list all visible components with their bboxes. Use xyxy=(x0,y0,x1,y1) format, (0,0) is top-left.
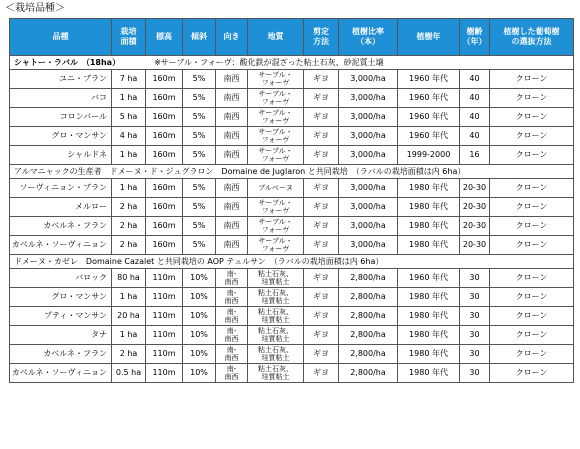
cell-variety: バコ xyxy=(10,89,112,108)
cell-variety: カベルネ・ソーヴィニョン xyxy=(10,236,112,255)
header-selection: 植樹した葡萄樹 の選抜方法 xyxy=(490,19,574,56)
cell-pruning: ギヨ xyxy=(304,307,339,326)
cell-slope: 5% xyxy=(183,89,216,108)
table-row xyxy=(10,70,574,89)
section-row xyxy=(10,165,574,179)
cell-selection: クローン xyxy=(490,198,574,217)
cell-year: 1980 年代 xyxy=(398,217,460,236)
cell-area: 2 ha xyxy=(112,236,146,255)
cell-year: 1960 年代 xyxy=(398,108,460,127)
cell-year: 1980 年代 xyxy=(398,326,460,345)
cell-selection: クローン xyxy=(490,217,574,236)
cell-soil: サーブル・ フォーヴ xyxy=(248,127,304,146)
cell-variety: カベルネ・フラン xyxy=(10,345,112,364)
cell-slope: 10% xyxy=(183,269,216,288)
cell-altitude: 160m xyxy=(146,217,183,236)
cell-pruning: ギヨ xyxy=(304,89,339,108)
cell-variety: コロンバール xyxy=(10,108,112,127)
cell-soil: 粘土石灰、 珪質粘土 xyxy=(248,288,304,307)
cell-variety: カベルネ・ソーヴィニョン xyxy=(10,364,112,383)
cell-slope: 5% xyxy=(183,179,216,198)
cell-soil: サーブル・ フォーヴ xyxy=(248,89,304,108)
cell-area: 1 ha xyxy=(112,326,146,345)
cell-area: 1 ha xyxy=(112,89,146,108)
cell-selection: クローン xyxy=(490,364,574,383)
cell-pruning: ギヨ xyxy=(304,236,339,255)
cell-age: 20-30 xyxy=(460,198,490,217)
cell-altitude: 110m xyxy=(146,269,183,288)
cell-variety: ソーヴィニョン・ブラン xyxy=(10,179,112,198)
cell-density: 2,800/ha xyxy=(339,326,398,345)
cell-density: 2,800/ha xyxy=(339,288,398,307)
cell-soil: サーブル・ フォーヴ xyxy=(248,198,304,217)
section-title: シャトー・ラバル （18ha） xyxy=(14,57,121,67)
section-title-cell xyxy=(10,56,574,70)
header-direction: 向き xyxy=(216,19,248,56)
cell-density: 3,000/ha xyxy=(339,236,398,255)
cell-direction: 南西 xyxy=(216,146,248,165)
cell-density: 2,800/ha xyxy=(339,345,398,364)
cell-variety: メルロー xyxy=(10,198,112,217)
cell-altitude: 110m xyxy=(146,288,183,307)
cell-area: 1 ha xyxy=(112,146,146,165)
cell-direction: 南西 xyxy=(216,198,248,217)
cell-soil: 粘土石灰、 珪質粘土 xyxy=(248,269,304,288)
cell-altitude: 160m xyxy=(146,89,183,108)
cell-year: 1960 年代 xyxy=(398,70,460,89)
cell-year: 1980 年代 xyxy=(398,179,460,198)
header-age: 樹齢 （年） xyxy=(460,19,490,56)
cell-slope: 10% xyxy=(183,364,216,383)
cell-area: 1 ha xyxy=(112,179,146,198)
cell-slope: 10% xyxy=(183,345,216,364)
cell-pruning: ギヨ xyxy=(304,288,339,307)
cell-area: 20 ha xyxy=(112,307,146,326)
cell-pruning: ギヨ xyxy=(304,217,339,236)
cell-altitude: 160m xyxy=(146,127,183,146)
cell-slope: 5% xyxy=(183,217,216,236)
cell-year: 1960 年代 xyxy=(398,269,460,288)
cell-density: 3,000/ha xyxy=(339,179,398,198)
cell-direction: 南- 南西 xyxy=(216,326,248,345)
cell-year: 1960 年代 xyxy=(398,89,460,108)
cell-density: 3,000/ha xyxy=(339,127,398,146)
table-row xyxy=(10,108,574,127)
table-row xyxy=(10,198,574,217)
section-title: アルマニャックの生産者 ドメーヌ・ド・ジュグラロン Domaine de Juglaron と共同栽培 （ラバルの栽培面積は内 6ha） xyxy=(14,166,466,176)
cell-year: 1980 年代 xyxy=(398,288,460,307)
cell-year: 1980 年代 xyxy=(398,307,460,326)
cell-direction: 南西 xyxy=(216,89,248,108)
cell-area: 1 ha xyxy=(112,288,146,307)
section-title: ドメーヌ・カゼレ Domaine Cazalet と共同栽培の AOP テュルサン （ラバルの栽培面積は内 6ha） xyxy=(14,256,384,266)
table-row xyxy=(10,179,574,198)
cell-selection: クローン xyxy=(490,345,574,364)
cell-density: 2,800/ha xyxy=(339,269,398,288)
cell-age: 20-30 xyxy=(460,236,490,255)
section-note xyxy=(383,257,417,266)
cell-pruning: ギヨ xyxy=(304,326,339,345)
cell-age: 40 xyxy=(460,108,490,127)
cell-altitude: 160m xyxy=(146,108,183,127)
table-caption: ＜栽培品種＞ xyxy=(5,3,65,14)
cell-density: 2,800/ha xyxy=(339,364,398,383)
cell-variety: グロ・マンサン xyxy=(10,127,112,146)
cell-soil: サーブル・ フォーヴ xyxy=(248,108,304,127)
table-row xyxy=(10,345,574,364)
cell-variety: プティ・マンサン xyxy=(10,307,112,326)
cell-altitude: 160m xyxy=(146,198,183,217)
cell-area: 80 ha xyxy=(112,269,146,288)
table-row xyxy=(10,217,574,236)
table-row xyxy=(10,127,574,146)
cell-selection: クローン xyxy=(490,146,574,165)
table-row xyxy=(10,236,574,255)
cell-density: 3,000/ha xyxy=(339,146,398,165)
cell-density: 3,000/ha xyxy=(339,108,398,127)
cell-pruning: ギヨ xyxy=(304,108,339,127)
cell-area: 7 ha xyxy=(112,70,146,89)
cell-direction: 南西 xyxy=(216,236,248,255)
cell-age: 20-30 xyxy=(460,179,490,198)
cell-density: 3,000/ha xyxy=(339,70,398,89)
cell-selection: クローン xyxy=(490,326,574,345)
cell-variety: バロック xyxy=(10,269,112,288)
cell-altitude: 160m xyxy=(146,146,183,165)
cell-area: 2 ha xyxy=(112,345,146,364)
cell-slope: 5% xyxy=(183,198,216,217)
cell-year: 1960 年代 xyxy=(398,127,460,146)
cell-age: 30 xyxy=(460,326,490,345)
cell-pruning: ギヨ xyxy=(304,179,339,198)
cell-variety: グロ・マンサン xyxy=(10,288,112,307)
cell-direction: 南西 xyxy=(216,70,248,89)
table-row xyxy=(10,288,574,307)
table-row xyxy=(10,146,574,165)
cell-density: 3,000/ha xyxy=(339,217,398,236)
cell-direction: 南- 南西 xyxy=(216,364,248,383)
cell-pruning: ギヨ xyxy=(304,127,339,146)
cell-variety: カベルネ・フラン xyxy=(10,217,112,236)
cell-area: 2 ha xyxy=(112,198,146,217)
cell-slope: 5% xyxy=(183,127,216,146)
cell-selection: クローン xyxy=(490,269,574,288)
cell-direction: 南西 xyxy=(216,179,248,198)
cell-year: 1980 年代 xyxy=(398,198,460,217)
cell-age: 40 xyxy=(460,89,490,108)
cell-altitude: 110m xyxy=(146,345,183,364)
cell-selection: クローン xyxy=(490,179,574,198)
cell-direction: 南西 xyxy=(216,217,248,236)
cell-altitude: 160m xyxy=(146,70,183,89)
header-density: 植樹比率 （本） xyxy=(339,19,398,56)
cell-year: 1980 年代 xyxy=(398,345,460,364)
cell-direction: 南- 南西 xyxy=(216,345,248,364)
cell-density: 3,000/ha xyxy=(339,198,398,217)
header-pruning: 剪定 方法 xyxy=(304,19,339,56)
cell-density: 2,800/ha xyxy=(339,307,398,326)
cell-age: 30 xyxy=(460,307,490,326)
cell-selection: クローン xyxy=(490,127,574,146)
section-row xyxy=(10,56,574,70)
header-variety: 品種 xyxy=(10,19,112,56)
table-row xyxy=(10,89,574,108)
cell-selection: クローン xyxy=(490,288,574,307)
cell-pruning: ギヨ xyxy=(304,345,339,364)
section-row xyxy=(10,255,574,269)
cell-selection: クローン xyxy=(490,108,574,127)
cell-age: 40 xyxy=(460,70,490,89)
cell-density: 3,000/ha xyxy=(339,89,398,108)
cell-slope: 5% xyxy=(183,70,216,89)
cell-soil: サーブル・ フォーヴ xyxy=(248,217,304,236)
cell-pruning: ギヨ xyxy=(304,269,339,288)
cell-soil: サーブル・ フォーヴ xyxy=(248,146,304,165)
cell-year: 1999-2000 xyxy=(398,146,460,165)
cell-age: 16 xyxy=(460,146,490,165)
table-row xyxy=(10,326,574,345)
cell-pruning: ギヨ xyxy=(304,70,339,89)
cell-age: 30 xyxy=(460,288,490,307)
cell-area: 2 ha xyxy=(112,217,146,236)
cell-altitude: 110m xyxy=(146,307,183,326)
cell-slope: 10% xyxy=(183,288,216,307)
table-header xyxy=(10,19,574,56)
cell-slope: 10% xyxy=(183,326,216,345)
header-year: 植樹年 xyxy=(398,19,460,56)
cell-selection: クローン xyxy=(490,70,574,89)
cell-slope: 5% xyxy=(183,108,216,127)
header-area: 栽培 面積 xyxy=(112,19,146,56)
cell-pruning: ギヨ xyxy=(304,364,339,383)
cell-altitude: 160m xyxy=(146,179,183,198)
section-note: ※サーブル・フォーヴ：酸化鉄が混ざった粘土石灰、砂泥質土壌 xyxy=(154,57,384,67)
cell-direction: 南- 南西 xyxy=(216,269,248,288)
cell-year: 1980 年代 xyxy=(398,364,460,383)
cell-slope: 5% xyxy=(183,236,216,255)
cell-age: 20-30 xyxy=(460,217,490,236)
header-slope: 傾斜 xyxy=(183,19,216,56)
cell-direction: 南- 南西 xyxy=(216,307,248,326)
cell-age: 40 xyxy=(460,127,490,146)
cell-year: 1980 年代 xyxy=(398,236,460,255)
table-row xyxy=(10,269,574,288)
cell-direction: 南- 南西 xyxy=(216,288,248,307)
cell-selection: クローン xyxy=(490,307,574,326)
cell-soil: 粘土石灰、 珪質粘土 xyxy=(248,326,304,345)
cell-pruning: ギヨ xyxy=(304,198,339,217)
table-row xyxy=(10,364,574,383)
cell-soil: 粘土石灰、 珪質粘土 xyxy=(248,364,304,383)
section-title-cell xyxy=(10,255,574,269)
cell-area: 4 ha xyxy=(112,127,146,146)
section-title-cell xyxy=(10,165,574,179)
cell-altitude: 160m xyxy=(146,236,183,255)
cell-soil: 粘土石灰、 珪質粘土 xyxy=(248,345,304,364)
cell-area: 5 ha xyxy=(112,108,146,127)
cell-soil: サーブル・ フォーヴ xyxy=(248,236,304,255)
cell-age: 30 xyxy=(460,345,490,364)
cell-variety: シャルドネ xyxy=(10,146,112,165)
cell-altitude: 110m xyxy=(146,326,183,345)
cell-pruning: ギヨ xyxy=(304,146,339,165)
cell-slope: 10% xyxy=(183,307,216,326)
cell-soil: ブルベーヌ xyxy=(248,179,304,198)
cell-slope: 5% xyxy=(183,146,216,165)
header-altitude: 標高 xyxy=(146,19,183,56)
cell-direction: 南西 xyxy=(216,108,248,127)
cell-selection: クローン xyxy=(490,236,574,255)
cell-direction: 南西 xyxy=(216,127,248,146)
cell-variety: タナ xyxy=(10,326,112,345)
table-row xyxy=(10,307,574,326)
cell-age: 30 xyxy=(460,269,490,288)
cell-age: 30 xyxy=(460,364,490,383)
cell-area: 0.5 ha xyxy=(112,364,146,383)
cell-altitude: 110m xyxy=(146,364,183,383)
cell-selection: クローン xyxy=(490,89,574,108)
header-soil: 地質 xyxy=(248,19,304,56)
cultivar-table xyxy=(9,18,574,383)
cell-soil: 粘土石灰、 珪質粘土 xyxy=(248,307,304,326)
cell-variety: ユニ・ブラン xyxy=(10,70,112,89)
section-note xyxy=(465,167,499,176)
table-body xyxy=(10,56,574,383)
cell-soil: サーブル・ フォーヴ xyxy=(248,70,304,89)
